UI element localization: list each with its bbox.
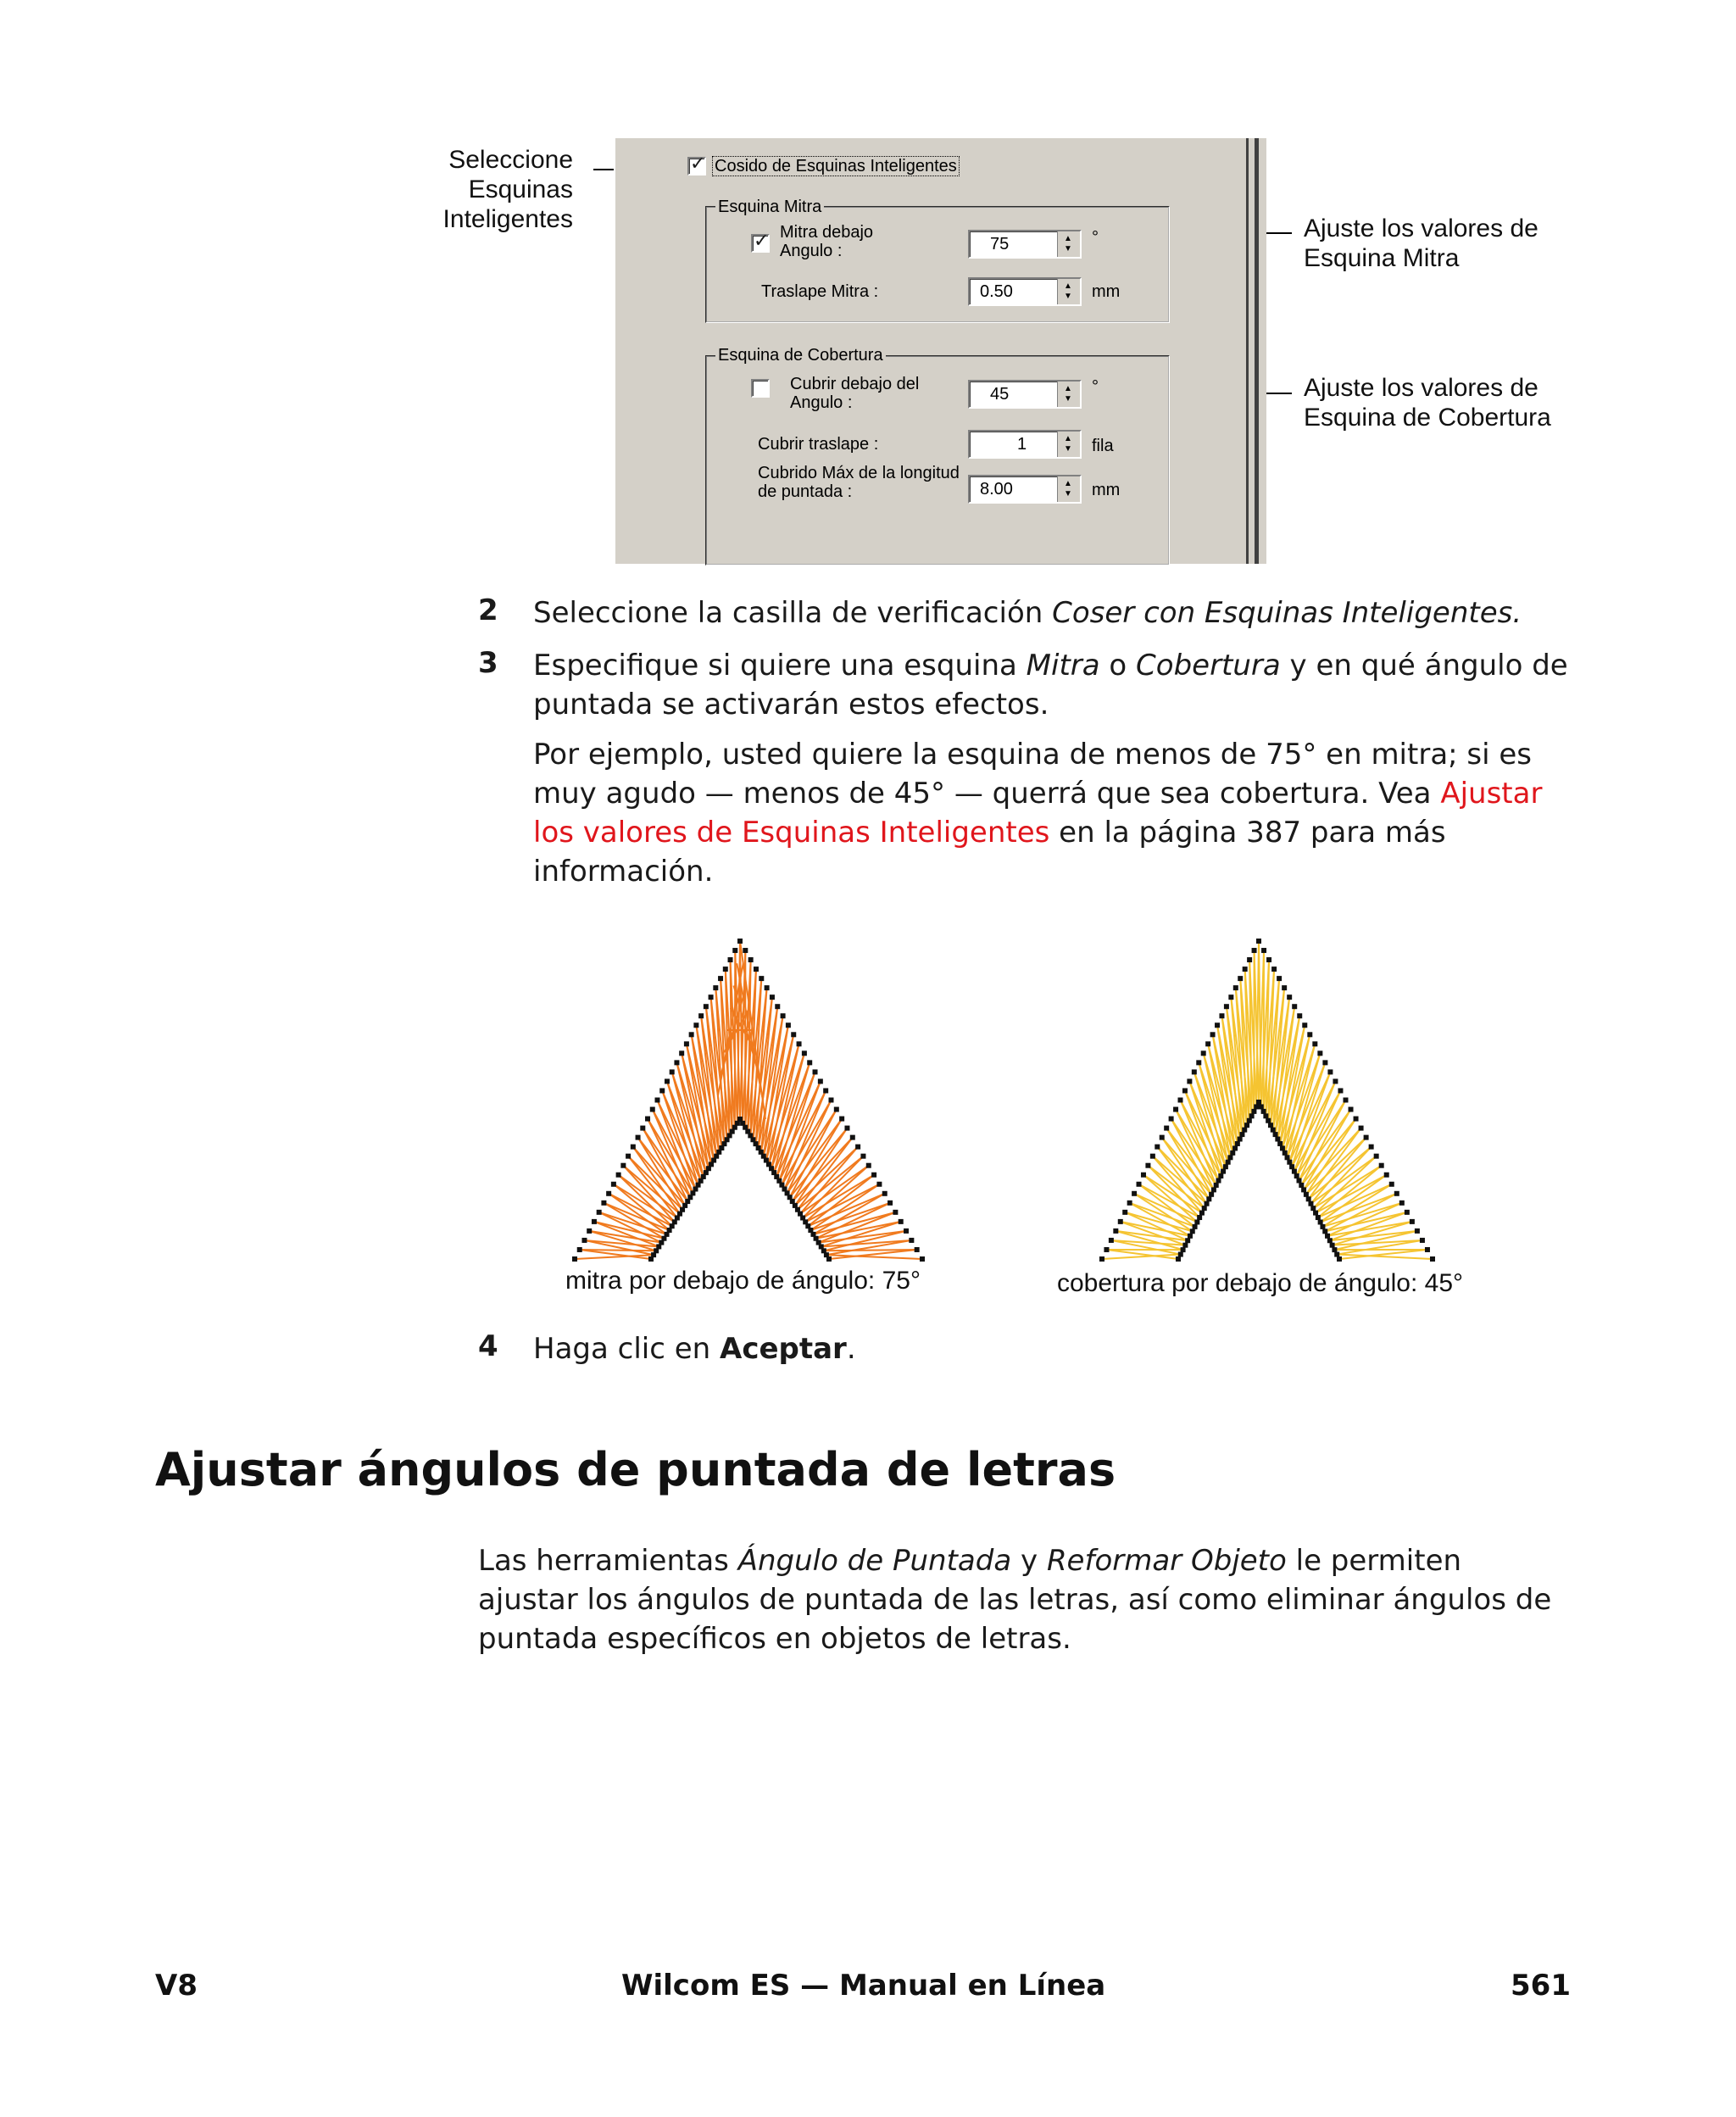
step-4-number: 4 xyxy=(478,1329,498,1363)
needle-point xyxy=(698,1013,704,1018)
needle-point xyxy=(1182,1243,1188,1248)
needle-point xyxy=(1249,1113,1255,1118)
needle-point xyxy=(1394,1191,1399,1196)
step-3-number: 3 xyxy=(478,646,498,680)
step-2-number: 2 xyxy=(478,593,498,627)
needle-point xyxy=(1405,1210,1410,1215)
needle-point xyxy=(723,967,728,972)
needle-point xyxy=(1160,1135,1165,1140)
needle-point xyxy=(1209,1192,1214,1197)
needle-point xyxy=(689,1032,694,1037)
stitch-line xyxy=(1301,1100,1345,1185)
cover-overlap-label: Cubrir traslape : xyxy=(758,435,879,454)
needle-point xyxy=(1294,1173,1299,1178)
needle-point xyxy=(1310,1206,1316,1211)
cover-max-length-spinner[interactable]: 8.00 ▲ ▼ xyxy=(968,475,1082,504)
needle-point xyxy=(1338,1088,1343,1093)
needle-point xyxy=(1197,1215,1202,1220)
needle-point xyxy=(1173,1107,1178,1112)
needle-point xyxy=(1354,1117,1359,1122)
mitre-overlap-unit: mm xyxy=(1092,282,1121,301)
needle-point xyxy=(1292,1169,1297,1174)
stitch-line xyxy=(779,1072,815,1180)
needle-point xyxy=(775,1004,780,1009)
needle-point xyxy=(1235,1141,1240,1146)
needle-point xyxy=(1297,1013,1302,1018)
needle-point xyxy=(1302,1022,1307,1028)
needle-point xyxy=(1137,1182,1142,1187)
needle-point xyxy=(1196,1060,1201,1065)
check-icon: ✓ xyxy=(754,231,770,252)
needle-point xyxy=(1327,1238,1333,1243)
cover-angle-spinner[interactable]: 45 ▲ ▼ xyxy=(968,380,1082,409)
cover-overlap-spinner[interactable]: 1 ▲ ▼ xyxy=(968,430,1082,459)
spin-up-icon: ▲ xyxy=(1064,234,1072,243)
needle-point xyxy=(572,1256,577,1262)
needle-point xyxy=(587,1228,592,1234)
needle-point xyxy=(1239,1132,1244,1137)
needle-point xyxy=(670,1069,675,1074)
spin-down-icon: ▼ xyxy=(1064,292,1072,301)
needle-point xyxy=(1242,1128,1247,1133)
needle-point xyxy=(1261,1109,1266,1114)
needle-point xyxy=(1205,1041,1210,1046)
needle-point xyxy=(1349,1107,1354,1112)
needle-point xyxy=(1199,1211,1205,1216)
callout-cover-values: Ajuste los valores de Esquina de Cobertura xyxy=(1304,374,1551,432)
needle-point xyxy=(1155,1145,1160,1150)
dialog-scroll-edge xyxy=(1255,138,1259,564)
mitre-angle-unit: ° xyxy=(1092,228,1099,247)
needle-point xyxy=(1306,1196,1311,1201)
needle-point xyxy=(887,1201,893,1206)
needle-point xyxy=(860,1154,865,1159)
needle-point xyxy=(1304,1192,1309,1197)
mitre-under-angle-label: Mitra debajo Angulo : xyxy=(780,223,874,260)
spin-up-icon: ▲ xyxy=(1064,281,1072,291)
needle-point xyxy=(1316,1215,1321,1220)
cover-caption: cobertura por debajo de ángulo: 45° xyxy=(1057,1269,1464,1297)
needle-point xyxy=(839,1117,844,1122)
needle-point xyxy=(1215,1022,1220,1028)
needle-point xyxy=(704,1004,709,1009)
needle-point xyxy=(765,985,770,990)
cover-corner-figure xyxy=(1093,933,1449,1265)
mitre-overlap-label: Traslape Mitra : xyxy=(761,282,879,301)
needle-point xyxy=(655,1098,660,1103)
needle-point xyxy=(1188,1234,1193,1239)
cover-angle-unit: ° xyxy=(1092,377,1099,396)
needle-point xyxy=(1301,1187,1306,1192)
needle-point xyxy=(1214,1183,1219,1188)
spin-down-icon: ▼ xyxy=(1064,444,1072,454)
needle-point xyxy=(1399,1201,1405,1206)
needle-point xyxy=(855,1145,860,1150)
needle-point xyxy=(748,957,754,962)
needle-point xyxy=(1277,976,1282,981)
spin-up-icon: ▲ xyxy=(1064,479,1072,488)
needle-point xyxy=(1141,1173,1146,1178)
spin-down-icon: ▼ xyxy=(1064,489,1072,499)
needle-point xyxy=(577,1247,582,1252)
needle-point xyxy=(759,976,764,981)
needle-point xyxy=(1099,1256,1104,1262)
spinner-arrows[interactable] xyxy=(1057,382,1080,407)
mitre-caption: mitra por debajo de ángulo: 75° xyxy=(565,1267,921,1295)
needle-point xyxy=(1283,1150,1288,1156)
needle-point xyxy=(826,1256,832,1262)
needle-point xyxy=(1150,1154,1155,1159)
needle-point xyxy=(592,1219,597,1224)
needle-point xyxy=(626,1154,631,1159)
needle-point xyxy=(659,1088,665,1093)
needle-point xyxy=(1251,1109,1256,1114)
step-3-text: Especifique si quiere una esquina Mitra o Cobertura y en qué ángulo de puntada se activarán estos efectos. xyxy=(533,649,1568,721)
needle-point xyxy=(1132,1191,1137,1196)
needle-point xyxy=(1287,994,1292,1000)
needle-point xyxy=(1410,1219,1415,1224)
needle-point xyxy=(1266,957,1271,962)
needle-point xyxy=(1216,1178,1221,1184)
mitre-overlap-spinner[interactable]: 0.50 ▲ ▼ xyxy=(968,277,1082,306)
needle-point xyxy=(813,1069,818,1074)
needle-point xyxy=(791,1032,796,1037)
needle-point xyxy=(829,1098,834,1103)
needle-point xyxy=(693,1022,698,1028)
needle-point xyxy=(737,939,743,944)
spin-down-icon: ▼ xyxy=(1064,394,1072,404)
needle-point xyxy=(1322,1060,1327,1065)
needle-point xyxy=(1379,1163,1384,1168)
needle-point xyxy=(616,1173,621,1178)
needle-point xyxy=(1238,1137,1243,1142)
needle-point xyxy=(899,1219,904,1224)
footer-page-number: 561 xyxy=(1511,1969,1571,2003)
needle-point xyxy=(1178,1252,1183,1257)
needle-point xyxy=(645,1117,650,1122)
needle-point xyxy=(781,1013,786,1018)
spin-down-icon: ▼ xyxy=(1064,244,1072,253)
needle-point xyxy=(1312,1041,1317,1046)
needle-point xyxy=(844,1126,849,1131)
needle-point xyxy=(1332,1247,1337,1252)
needle-point xyxy=(665,1078,670,1084)
needle-point xyxy=(1178,1098,1183,1103)
cover-max-length-label: Cubrido Máx de la longitud de puntada : xyxy=(758,464,960,501)
section-heading: Ajustar ángulos de puntada de letras xyxy=(155,1443,1116,1496)
needle-point xyxy=(636,1135,641,1140)
needle-point xyxy=(1299,1183,1304,1188)
cover-max-length-unit: mm xyxy=(1092,481,1121,499)
needle-point xyxy=(904,1228,909,1234)
needle-point xyxy=(1230,1150,1235,1156)
mitre-group xyxy=(705,206,1170,323)
needle-point xyxy=(1211,1187,1216,1192)
needle-point xyxy=(1256,1100,1261,1105)
needle-point xyxy=(1113,1228,1118,1234)
needle-point xyxy=(1192,1069,1197,1074)
needle-point xyxy=(1333,1078,1338,1084)
needle-point xyxy=(611,1182,616,1187)
needle-point xyxy=(713,985,718,990)
smart-corners-dialog xyxy=(614,138,1266,564)
needle-point xyxy=(1297,1178,1302,1184)
needle-point xyxy=(1252,948,1257,953)
needle-point xyxy=(1277,1141,1283,1146)
needle-point xyxy=(1232,1145,1238,1150)
needle-point xyxy=(650,1107,655,1112)
needle-point xyxy=(581,1238,587,1243)
needle-point xyxy=(1169,1117,1174,1122)
callout-mitre-values: Ajuste los valores de Esquina Mitra xyxy=(1304,214,1538,272)
needle-point xyxy=(1308,1201,1313,1206)
needle-point xyxy=(1337,1256,1342,1262)
needle-point xyxy=(620,1163,626,1168)
needle-point xyxy=(1275,1137,1280,1142)
spinner-arrows[interactable] xyxy=(1057,279,1080,304)
needle-point xyxy=(1227,1155,1232,1160)
needle-point xyxy=(1193,1224,1198,1229)
needle-point xyxy=(718,976,723,981)
needle-point xyxy=(876,1182,882,1187)
needle-point xyxy=(1359,1126,1364,1131)
needle-point xyxy=(1104,1247,1109,1252)
needle-point xyxy=(1317,1050,1322,1056)
needle-point xyxy=(1330,1243,1335,1248)
needle-point xyxy=(1221,1169,1226,1174)
needle-point xyxy=(1185,1238,1190,1243)
needle-point xyxy=(754,967,759,972)
needle-point xyxy=(909,1238,914,1243)
needle-point xyxy=(1273,1132,1278,1137)
needle-point xyxy=(1266,1118,1271,1123)
cover-under-angle-checkbox[interactable] xyxy=(751,379,770,398)
needle-point xyxy=(770,994,775,1000)
section-paragraph: Las herramientas Ángulo de Puntada y Reformar Objeto le permiten ajustar los ángulos de puntada de las letras, así como eliminar ángulos de puntada específicos en objetos de letras. xyxy=(478,1544,1552,1656)
needle-point xyxy=(631,1145,636,1150)
needle-point xyxy=(1201,1050,1206,1056)
cover-group-title: Esquina de Cobertura xyxy=(715,346,886,365)
dialog-divider xyxy=(1246,138,1249,564)
step-2-text: Seleccione la casilla de verificación Coser con Esquinas Inteligentes. xyxy=(533,596,1522,630)
needle-point xyxy=(1210,1032,1216,1037)
needle-point xyxy=(1233,985,1238,990)
needle-point xyxy=(1244,1123,1249,1128)
needle-point xyxy=(674,1060,679,1065)
needle-point xyxy=(640,1126,645,1131)
callout-select-smart-corners: Seleccione Esquinas Inteligentes xyxy=(442,146,573,233)
needle-point xyxy=(1364,1135,1369,1140)
needle-point xyxy=(1145,1163,1150,1168)
needle-point xyxy=(1389,1182,1394,1187)
needle-point xyxy=(1282,985,1287,990)
needle-point xyxy=(1194,1219,1199,1224)
needle-point xyxy=(1268,1123,1273,1128)
needle-point xyxy=(866,1163,871,1168)
needle-point xyxy=(1384,1173,1389,1178)
needle-point xyxy=(1164,1126,1169,1131)
needle-point xyxy=(1261,948,1266,953)
needle-point xyxy=(786,1022,791,1028)
needle-point xyxy=(1226,1160,1231,1165)
needle-point xyxy=(1307,1032,1312,1037)
needle-point xyxy=(1334,1252,1339,1257)
stitch-line xyxy=(604,1203,664,1239)
needle-point xyxy=(920,1256,925,1262)
needle-point xyxy=(1322,1228,1327,1234)
smart-corners-link-cont[interactable]: los valores de Esquinas Inteligentes xyxy=(533,816,1050,850)
needle-point xyxy=(1122,1210,1127,1215)
needle-point xyxy=(1344,1098,1349,1103)
needle-point xyxy=(1206,1196,1211,1201)
mitre-angle-spinner[interactable]: 75 ▲ ▼ xyxy=(968,230,1082,259)
needle-point xyxy=(1292,1004,1297,1009)
step-4-text: Haga clic en Aceptar. xyxy=(533,1332,856,1366)
needle-point xyxy=(679,1050,684,1056)
needle-point xyxy=(823,1088,828,1093)
spinner-arrows[interactable] xyxy=(1057,231,1080,257)
smart-corners-checkbox[interactable] xyxy=(687,153,706,175)
needle-point xyxy=(1247,1118,1252,1123)
footer-version: V8 xyxy=(155,1969,198,2003)
needle-point xyxy=(1219,1013,1224,1018)
spinner-arrows[interactable] xyxy=(1057,432,1080,457)
needle-point xyxy=(1254,1104,1259,1109)
needle-point xyxy=(807,1060,812,1065)
needle-point xyxy=(1181,1247,1186,1252)
needle-point xyxy=(1187,1078,1192,1084)
needle-point xyxy=(882,1191,887,1196)
smart-corners-link[interactable]: Ajustar xyxy=(1440,777,1543,811)
needle-point xyxy=(684,1041,689,1046)
needle-point xyxy=(648,1256,654,1262)
needle-point xyxy=(1430,1256,1435,1262)
needle-point xyxy=(797,1041,802,1046)
needle-point xyxy=(1420,1238,1425,1243)
needle-point xyxy=(1238,976,1243,981)
needle-point xyxy=(1415,1228,1420,1234)
spin-up-icon: ▲ xyxy=(1064,384,1072,393)
footer-title: Wilcom ES — Manual en Línea xyxy=(621,1969,1106,2003)
needle-point xyxy=(1259,1104,1264,1109)
needle-point xyxy=(850,1135,855,1140)
needle-point xyxy=(1271,1128,1276,1133)
needle-point xyxy=(1318,1219,1323,1224)
mitre-corner-figure xyxy=(566,933,939,1263)
spinner-arrows[interactable] xyxy=(1057,476,1080,502)
stitch-line xyxy=(816,1203,891,1239)
needle-point xyxy=(1289,1164,1294,1169)
needle-point xyxy=(1205,1201,1210,1206)
needle-point xyxy=(1228,994,1233,1000)
needle-point xyxy=(601,1201,606,1206)
needle-point xyxy=(1256,939,1261,944)
needle-point xyxy=(1182,1088,1188,1093)
needle-point xyxy=(1109,1238,1114,1243)
cover-group xyxy=(705,355,1170,565)
needle-point xyxy=(1263,1113,1268,1118)
needle-point xyxy=(1190,1228,1195,1234)
needle-point xyxy=(709,994,714,1000)
check-icon: ✓ xyxy=(690,153,706,175)
needle-point xyxy=(728,957,733,962)
needle-point xyxy=(1243,967,1248,972)
needle-point xyxy=(1325,1234,1330,1239)
needle-point xyxy=(1425,1247,1430,1252)
needle-point xyxy=(1247,957,1252,962)
needle-point xyxy=(1369,1145,1374,1150)
needle-point xyxy=(1224,1004,1229,1009)
needle-point xyxy=(1320,1224,1325,1229)
mitre-under-angle-checkbox[interactable] xyxy=(751,231,770,253)
needle-point xyxy=(802,1050,807,1056)
needle-point xyxy=(1313,1211,1318,1216)
example-paragraph: Por ejemplo, usted quiere la esquina de menos de 75° en mitra; si es muy agudo — menos de 45° — querrá que sea cobertura. Vea Ajustar los valores de Esquinas Inteligentes en la página 387 para más información. xyxy=(533,738,1543,889)
needle-point xyxy=(1223,1164,1228,1169)
needle-point xyxy=(915,1247,920,1252)
needle-point xyxy=(1280,1145,1285,1150)
needle-point xyxy=(1287,1160,1292,1165)
needle-point xyxy=(1271,967,1277,972)
needle-point xyxy=(743,948,748,953)
needle-point xyxy=(597,1210,602,1215)
needle-point xyxy=(1374,1154,1379,1159)
cover-overlap-unit: fila xyxy=(1092,437,1114,455)
needle-point xyxy=(1285,1155,1290,1160)
mitre-group-title: Esquina Mitra xyxy=(715,198,824,216)
needle-point xyxy=(1176,1256,1181,1262)
cover-under-angle-label: Cubrir debajo del Angulo : xyxy=(790,375,920,412)
needle-point xyxy=(606,1191,611,1196)
spin-up-icon: ▲ xyxy=(1064,434,1072,443)
needle-point xyxy=(818,1078,823,1084)
needle-point xyxy=(1218,1173,1223,1178)
needle-point xyxy=(732,948,737,953)
needle-point xyxy=(1118,1219,1123,1224)
needle-point xyxy=(834,1107,839,1112)
needle-point xyxy=(1202,1206,1207,1211)
needle-point xyxy=(871,1173,876,1178)
smart-corners-label: Cosido de Esquinas Inteligentes xyxy=(712,156,960,176)
needle-point xyxy=(1327,1069,1333,1074)
needle-point xyxy=(893,1210,898,1215)
needle-point xyxy=(1127,1201,1132,1206)
